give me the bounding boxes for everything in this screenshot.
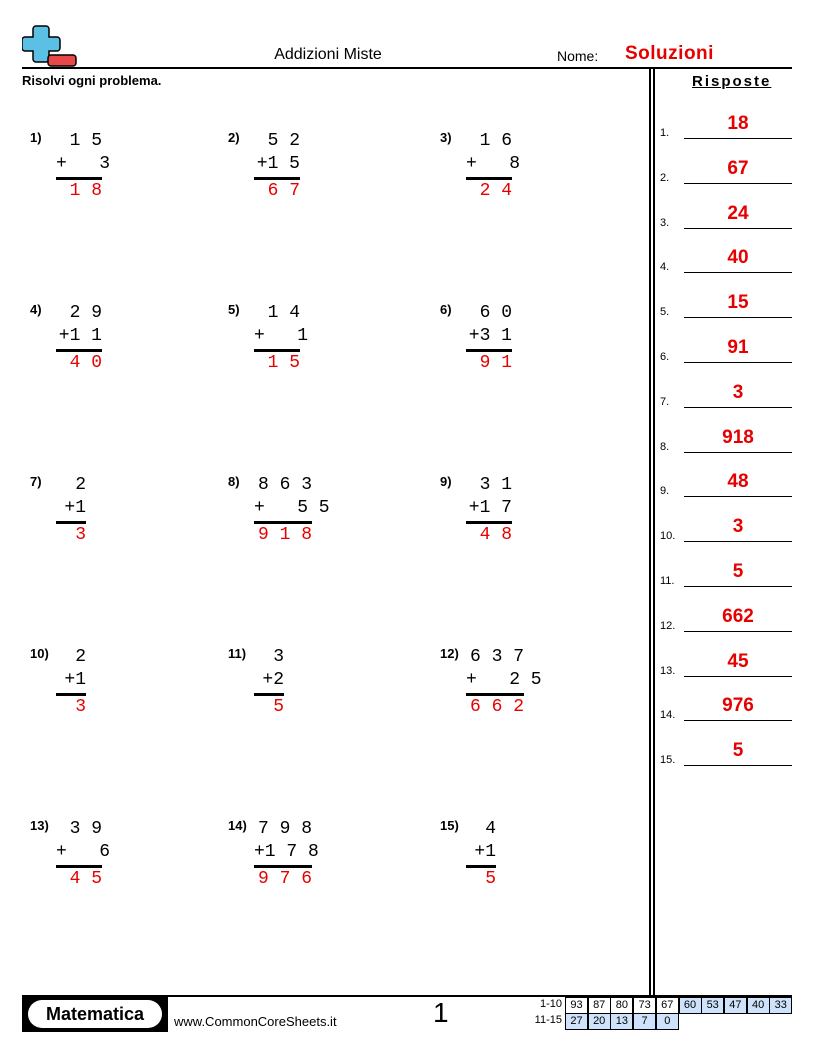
problem [228,646,408,746]
answer-line [684,183,792,184]
addend-top: 6 3 7 [469,647,524,667]
answer-value: 5 [732,740,744,762]
addend-top: 7 9 8 [257,819,312,839]
problem-number: 2) [228,130,240,145]
score-row-label: 11-15 [534,1014,562,1026]
answer-value: 3 [732,516,744,538]
sum-result: 6 6 2 [469,697,524,717]
problem-number: 8) [228,474,240,489]
problem [440,818,620,918]
problem [228,302,408,402]
addend-bottom: +1 5 [256,154,300,174]
addend-top: 3 [273,647,284,667]
score-cell: 47 [724,997,747,1014]
score-cell: 73 [633,997,656,1014]
answer-value: 3 [732,381,744,403]
score-cell: 80 [610,997,633,1014]
addend-top: 6 0 [479,303,512,323]
answer-item [660,109,792,139]
addend-bottom: + 2 5 [466,670,542,690]
addition-stack [254,302,309,375]
problem-number: 7) [30,474,42,489]
addition-stack [56,474,86,547]
answer-line [684,362,792,363]
sum-result: 9 1 8 [257,525,312,545]
answer-line [684,541,792,542]
problem [30,302,210,402]
addition-stack [254,130,300,203]
problem-number: 6) [440,302,452,317]
addend-top: 1 5 [69,131,102,151]
addend-top: 2 9 [69,303,102,323]
addend-bottom: +1 [64,498,86,518]
addend-bottom: +1 [474,842,496,862]
addition-stack [56,646,86,719]
score-cell: 87 [588,997,611,1014]
name-label: Nome: [557,48,599,64]
problem-number: 10) [30,646,49,661]
answer-item [660,512,792,542]
answer-number: 14. [660,709,676,722]
answer-value: 67 [727,157,749,179]
sum-result: 9 1 [479,353,512,373]
addend-bottom: +1 7 8 [254,842,319,862]
addend-top: 3 9 [69,819,102,839]
addition-stack [466,302,512,375]
addition-stack [254,474,330,547]
answer-number: 13. [660,664,676,677]
answer-number: 15. [660,754,676,767]
answer-item [660,647,792,677]
answer-number: 5. [660,306,670,319]
score-cell: 13 [610,1013,633,1030]
answer-line [684,407,792,408]
problem [440,302,620,402]
problem [30,130,210,230]
score-cell: 33 [769,997,792,1014]
answer-number: 7. [660,395,670,408]
score-cell: 0 [656,1013,679,1030]
answer-line [684,586,792,587]
addend-bottom: +3 1 [468,326,512,346]
problem [30,818,210,918]
answer-value: 18 [727,113,749,134]
header-divider [22,67,792,69]
addend-bottom: +1 [64,670,86,690]
score-row-label: 1-10 [539,998,562,1010]
answer-value: 15 [727,292,749,314]
sum-result: 1 8 [69,181,102,201]
addition-stack [466,818,496,891]
score-cell: 60 [679,997,702,1014]
sum-result: 2 4 [479,181,512,201]
addition-stack [56,818,111,891]
answer-value: 918 [722,426,754,448]
problem-number: 14) [228,818,247,833]
addition-stack [254,646,284,719]
answer-item [660,467,792,497]
answer-number: 4. [660,261,670,274]
answer-item [660,243,792,273]
answer-number: 10. [660,530,676,543]
answer-item [660,557,792,587]
answer-line [684,452,792,453]
site-link[interactable]: www.CommonCoreSheets.it [174,1014,337,1029]
answer-number: 11. [660,575,675,587]
answer-item [660,378,792,408]
answers-heading: Risposte [692,73,772,90]
answer-item [660,154,792,184]
problem-number: 13) [30,818,49,833]
answer-line [684,228,792,229]
addend-bottom: + 3 [56,154,111,174]
answer-number: 12. [660,619,676,632]
score-cell: 7 [633,1013,656,1030]
sum-result: 1 5 [267,353,300,373]
answer-item [660,423,792,453]
problem [228,130,408,230]
worksheet-title: Addizioni Miste [274,46,382,63]
sum-result: 4 8 [479,525,512,545]
problem [440,130,620,230]
addend-top: 2 [75,647,86,667]
score-cell: 67 [656,997,679,1014]
score-cell: 20 [588,1013,611,1030]
addend-top: 4 [485,819,496,839]
answer-line [684,765,792,766]
answer-line [684,676,792,677]
answer-value: 662 [722,605,754,627]
sum-result: 6 7 [267,181,300,201]
answer-item [660,736,792,766]
answer-value: 91 [727,337,749,358]
problem-number: 12) [440,646,459,661]
problem-number: 9) [440,474,452,489]
problem-number: 11) [228,646,247,661]
problem [228,818,408,918]
addend-bottom: +2 [262,670,284,690]
answer-value: 24 [727,202,749,224]
sum-result: 3 [75,697,86,717]
answer-item [660,691,792,721]
name-value: Soluzioni [625,43,714,64]
sum-result: 3 [75,525,86,545]
addend-top: 1 4 [267,303,300,323]
sum-result: 4 0 [69,353,102,373]
sum-result: 9 7 6 [257,869,312,889]
answer-value: 976 [722,695,754,717]
score-cell: 53 [701,997,724,1014]
addend-bottom: + 6 [56,842,111,862]
problem [440,474,620,574]
addition-stack [254,818,319,891]
addend-bottom: + 8 [466,154,521,174]
addend-top: 8 6 3 [257,475,312,495]
problem [440,646,620,746]
answer-number: 9. [660,485,670,498]
answer-line [684,138,792,139]
problem [30,646,210,746]
column-divider [653,68,655,996]
addend-top: 1 6 [479,131,512,151]
answer-number: 1. [660,127,670,139]
answer-line [684,631,792,632]
problem-number: 1) [30,130,42,145]
addition-stack [466,646,542,719]
addend-top: 3 1 [479,475,512,495]
answer-value: 48 [727,471,749,493]
answer-item [660,288,792,318]
answer-line [684,720,792,721]
sum-result: 5 [485,869,496,889]
addend-bottom: +1 7 [468,498,512,518]
answer-item [660,333,792,363]
page-number: 1 [433,997,449,1028]
answer-item [660,602,792,632]
subject-badge: Matematica [28,1000,162,1028]
answer-number: 6. [660,351,670,363]
addition-stack [56,130,111,203]
score-cell: 27 [565,1013,588,1030]
problem-number: 3) [440,130,452,145]
addend-bottom: + 1 [254,326,309,346]
addition-stack [466,474,512,547]
answer-value: 5 [732,561,744,582]
answer-number: 3. [660,216,670,229]
addition-stack [56,302,102,375]
column-divider [649,68,651,996]
answer-line [684,272,792,273]
answer-item [660,199,792,229]
problem-number: 5) [228,302,240,317]
answer-number: 8. [660,440,670,453]
instructions: Risolvi ogni problema. [22,73,162,88]
problem [30,474,210,574]
answer-line [684,317,792,318]
score-cell: 40 [747,997,770,1014]
addend-top: 2 [75,475,86,495]
addend-top: 5 2 [267,131,300,151]
sum-result: 4 5 [69,869,102,889]
sum-result: 5 [273,697,284,717]
problem [228,474,408,574]
addend-bottom: +1 1 [58,326,102,346]
score-cell: 93 [565,997,588,1014]
problem-number: 4) [30,302,42,317]
answer-value: 40 [727,247,749,269]
answer-line [684,496,792,497]
problem-number: 15) [440,818,459,833]
addition-stack [466,130,521,203]
answer-value: 45 [727,650,749,672]
answer-number: 2. [660,171,670,184]
addend-bottom: + 5 5 [254,498,330,518]
